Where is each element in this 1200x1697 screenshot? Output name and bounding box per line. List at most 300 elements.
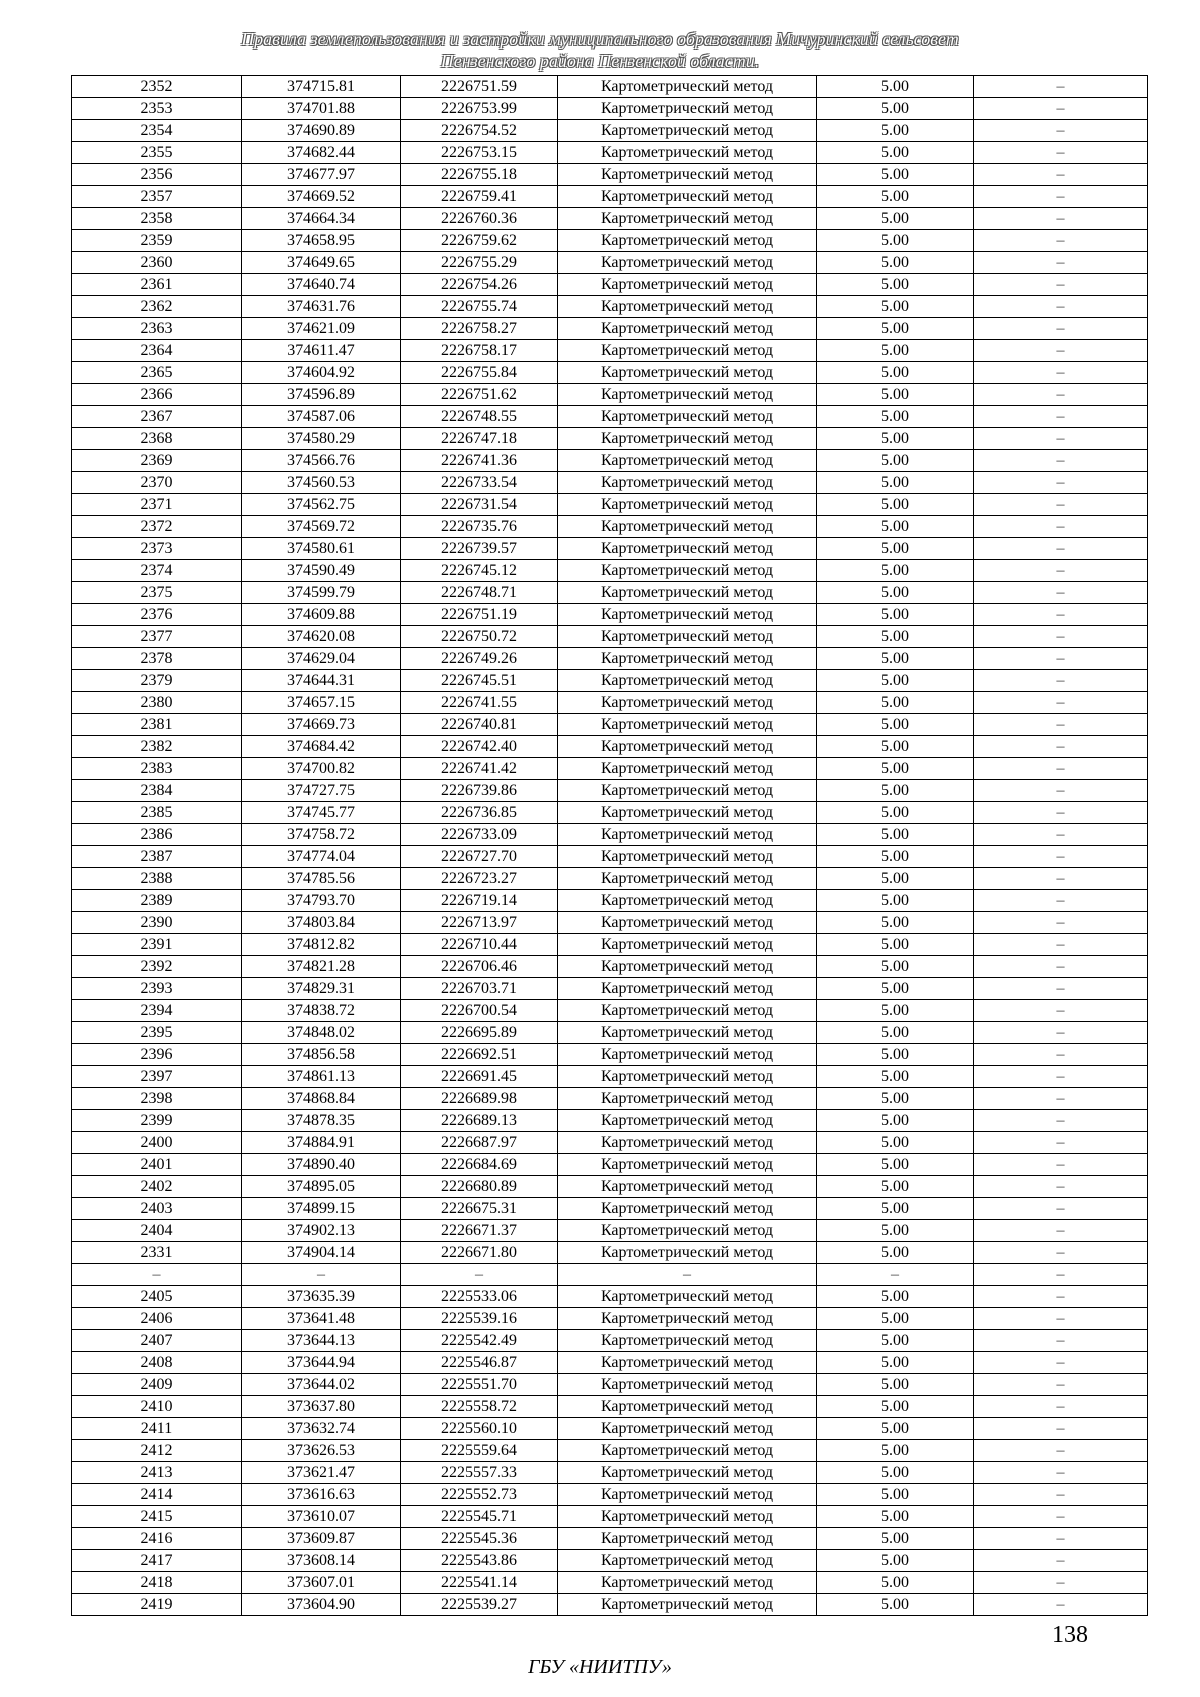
y-coordinate-cell: 2226687.97 bbox=[401, 1132, 558, 1154]
x-coordinate-cell: 374669.73 bbox=[242, 714, 401, 736]
accuracy-cell: 5.00 bbox=[817, 582, 974, 604]
y-coordinate-cell: 2226735.76 bbox=[401, 516, 558, 538]
note-cell: – bbox=[974, 626, 1148, 648]
x-coordinate-cell: 374895.05 bbox=[242, 1176, 401, 1198]
table-row bbox=[72, 164, 1148, 186]
x-coordinate-cell: 374868.84 bbox=[242, 1088, 401, 1110]
method-cell: Картометрический метод bbox=[558, 1242, 817, 1264]
x-coordinate-cell: 373616.63 bbox=[242, 1484, 401, 1506]
accuracy-cell: 5.00 bbox=[817, 1572, 974, 1594]
note-cell: – bbox=[974, 1242, 1148, 1264]
point-number-cell: 2394 bbox=[72, 1000, 242, 1022]
x-coordinate-cell: 374644.31 bbox=[242, 670, 401, 692]
note-cell: – bbox=[974, 450, 1148, 472]
method-cell: Картометрический метод bbox=[558, 142, 817, 164]
method-cell: Картометрический метод bbox=[558, 472, 817, 494]
y-coordinate-cell: 2226675.31 bbox=[401, 1198, 558, 1220]
coordinates-table bbox=[71, 75, 1148, 1616]
x-coordinate-cell: 374890.40 bbox=[242, 1154, 401, 1176]
y-coordinate-cell: 2226713.97 bbox=[401, 912, 558, 934]
y-coordinate-cell: 2226753.15 bbox=[401, 142, 558, 164]
x-coordinate-cell: 374745.77 bbox=[242, 802, 401, 824]
method-cell: Картометрический метод bbox=[558, 890, 817, 912]
table-row bbox=[72, 1374, 1148, 1396]
note-cell: – bbox=[974, 912, 1148, 934]
accuracy-cell: 5.00 bbox=[817, 186, 974, 208]
table-row bbox=[72, 1110, 1148, 1132]
y-coordinate-cell: 2226751.59 bbox=[401, 76, 558, 98]
accuracy-cell: 5.00 bbox=[817, 120, 974, 142]
y-coordinate-cell: 2225541.14 bbox=[401, 1572, 558, 1594]
y-coordinate-cell: 2226706.46 bbox=[401, 956, 558, 978]
point-number-cell: 2391 bbox=[72, 934, 242, 956]
y-coordinate-cell: 2226755.74 bbox=[401, 296, 558, 318]
y-coordinate-cell: 2226740.81 bbox=[401, 714, 558, 736]
table-row bbox=[72, 1066, 1148, 1088]
y-coordinate-cell: 2225533.06 bbox=[401, 1286, 558, 1308]
point-number-cell: 2414 bbox=[72, 1484, 242, 1506]
table-row bbox=[72, 934, 1148, 956]
method-cell: Картометрический метод bbox=[558, 340, 817, 362]
table-row bbox=[72, 758, 1148, 780]
y-coordinate-cell: 2225545.71 bbox=[401, 1506, 558, 1528]
accuracy-cell: 5.00 bbox=[817, 516, 974, 538]
point-number-cell: 2419 bbox=[72, 1594, 242, 1616]
note-cell: – bbox=[974, 714, 1148, 736]
accuracy-cell: 5.00 bbox=[817, 252, 974, 274]
note-cell: – bbox=[974, 1418, 1148, 1440]
point-number-cell: 2413 bbox=[72, 1462, 242, 1484]
point-number-cell: 2382 bbox=[72, 736, 242, 758]
page-number: 138 bbox=[1052, 1622, 1088, 1648]
note-cell: – bbox=[974, 538, 1148, 560]
method-cell: Картометрический метод bbox=[558, 1198, 817, 1220]
y-coordinate-cell: 2225539.16 bbox=[401, 1308, 558, 1330]
method-cell: Картометрический метод bbox=[558, 384, 817, 406]
method-cell: Картометрический метод bbox=[558, 604, 817, 626]
x-coordinate-cell: 374715.81 bbox=[242, 76, 401, 98]
method-cell: Картометрический метод bbox=[558, 1418, 817, 1440]
method-cell: Картометрический метод bbox=[558, 1176, 817, 1198]
method-cell: Картометрический метод bbox=[558, 1286, 817, 1308]
method-cell: Картометрический метод bbox=[558, 1000, 817, 1022]
table-row bbox=[72, 1176, 1148, 1198]
method-cell: Картометрический метод bbox=[558, 98, 817, 120]
table-row bbox=[72, 252, 1148, 274]
point-number-cell: 2362 bbox=[72, 296, 242, 318]
point-number-cell: 2354 bbox=[72, 120, 242, 142]
accuracy-cell: 5.00 bbox=[817, 978, 974, 1000]
note-cell: – bbox=[974, 868, 1148, 890]
y-coordinate-cell: 2226751.62 bbox=[401, 384, 558, 406]
method-cell: Картометрический метод bbox=[558, 230, 817, 252]
method-cell: Картометрический метод bbox=[558, 1308, 817, 1330]
note-cell: – bbox=[974, 186, 1148, 208]
point-number-cell: 2379 bbox=[72, 670, 242, 692]
note-cell: – bbox=[974, 934, 1148, 956]
note-cell: – bbox=[974, 274, 1148, 296]
accuracy-cell: 5.00 bbox=[817, 648, 974, 670]
y-coordinate-cell: 2226742.40 bbox=[401, 736, 558, 758]
table-row bbox=[72, 296, 1148, 318]
note-cell: – bbox=[974, 956, 1148, 978]
table-row bbox=[72, 472, 1148, 494]
accuracy-cell: 5.00 bbox=[817, 450, 974, 472]
y-coordinate-cell: 2225557.33 bbox=[401, 1462, 558, 1484]
note-cell: – bbox=[974, 406, 1148, 428]
method-cell: Картометрический метод bbox=[558, 1066, 817, 1088]
note-cell: – bbox=[974, 1352, 1148, 1374]
point-number-cell: 2331 bbox=[72, 1242, 242, 1264]
table-row bbox=[72, 582, 1148, 604]
table-row bbox=[72, 626, 1148, 648]
x-coordinate-cell: – bbox=[242, 1264, 401, 1286]
method-cell: Картометрический метод bbox=[558, 1528, 817, 1550]
method-cell: Картометрический метод bbox=[558, 296, 817, 318]
point-number-cell: 2374 bbox=[72, 560, 242, 582]
x-coordinate-cell: 373641.48 bbox=[242, 1308, 401, 1330]
note-cell: – bbox=[974, 340, 1148, 362]
method-cell: Картометрический метод bbox=[558, 1594, 817, 1616]
point-number-cell: 2398 bbox=[72, 1088, 242, 1110]
accuracy-cell: 5.00 bbox=[817, 1286, 974, 1308]
note-cell: – bbox=[974, 120, 1148, 142]
table-row bbox=[72, 1396, 1148, 1418]
y-coordinate-cell: 2226703.71 bbox=[401, 978, 558, 1000]
x-coordinate-cell: 374856.58 bbox=[242, 1044, 401, 1066]
x-coordinate-cell: 374596.89 bbox=[242, 384, 401, 406]
method-cell: Картометрический метод bbox=[558, 670, 817, 692]
point-number-cell: 2365 bbox=[72, 362, 242, 384]
accuracy-cell: 5.00 bbox=[817, 318, 974, 340]
point-number-cell: – bbox=[72, 1264, 242, 1286]
accuracy-cell: 5.00 bbox=[817, 1594, 974, 1616]
table-row bbox=[72, 1572, 1148, 1594]
method-cell: Картометрический метод bbox=[558, 516, 817, 538]
method-cell: Картометрический метод bbox=[558, 406, 817, 428]
point-number-cell: 2390 bbox=[72, 912, 242, 934]
point-number-cell: 2405 bbox=[72, 1286, 242, 1308]
accuracy-cell: 5.00 bbox=[817, 1154, 974, 1176]
accuracy-cell: 5.00 bbox=[817, 1506, 974, 1528]
accuracy-cell: 5.00 bbox=[817, 362, 974, 384]
x-coordinate-cell: 374657.15 bbox=[242, 692, 401, 714]
accuracy-cell: 5.00 bbox=[817, 560, 974, 582]
note-cell: – bbox=[974, 230, 1148, 252]
point-number-cell: 2368 bbox=[72, 428, 242, 450]
note-cell: – bbox=[974, 1066, 1148, 1088]
method-cell: Картометрический метод bbox=[558, 76, 817, 98]
table-row bbox=[72, 978, 1148, 1000]
x-coordinate-cell: 374580.29 bbox=[242, 428, 401, 450]
point-number-cell: 2355 bbox=[72, 142, 242, 164]
method-cell: Картометрический метод bbox=[558, 824, 817, 846]
x-coordinate-cell: 374838.72 bbox=[242, 1000, 401, 1022]
table-row bbox=[72, 1418, 1148, 1440]
y-coordinate-cell: 2226689.13 bbox=[401, 1110, 558, 1132]
note-cell: – bbox=[974, 98, 1148, 120]
table-row bbox=[72, 1220, 1148, 1242]
note-cell: – bbox=[974, 1330, 1148, 1352]
x-coordinate-cell: 374700.82 bbox=[242, 758, 401, 780]
x-coordinate-cell: 374727.75 bbox=[242, 780, 401, 802]
x-coordinate-cell: 374587.06 bbox=[242, 406, 401, 428]
x-coordinate-cell: 374640.74 bbox=[242, 274, 401, 296]
table-row bbox=[72, 802, 1148, 824]
accuracy-cell: 5.00 bbox=[817, 758, 974, 780]
x-coordinate-cell: 374848.02 bbox=[242, 1022, 401, 1044]
accuracy-cell: 5.00 bbox=[817, 868, 974, 890]
table-row bbox=[72, 1528, 1148, 1550]
x-coordinate-cell: 374562.75 bbox=[242, 494, 401, 516]
point-number-cell: 2360 bbox=[72, 252, 242, 274]
method-cell: Картометрический метод bbox=[558, 450, 817, 472]
note-cell: – bbox=[974, 1506, 1148, 1528]
accuracy-cell: 5.00 bbox=[817, 98, 974, 120]
note-cell: – bbox=[974, 208, 1148, 230]
point-number-cell: 2416 bbox=[72, 1528, 242, 1550]
y-coordinate-cell: 2226731.54 bbox=[401, 494, 558, 516]
accuracy-cell: 5.00 bbox=[817, 164, 974, 186]
table-row bbox=[72, 362, 1148, 384]
x-coordinate-cell: 374664.34 bbox=[242, 208, 401, 230]
note-cell: – bbox=[974, 384, 1148, 406]
point-number-cell: 2383 bbox=[72, 758, 242, 780]
table-row bbox=[72, 1484, 1148, 1506]
point-number-cell: 2352 bbox=[72, 76, 242, 98]
method-cell: Картометрический метод bbox=[558, 1352, 817, 1374]
point-number-cell: 2358 bbox=[72, 208, 242, 230]
table-row bbox=[72, 1330, 1148, 1352]
table-row bbox=[72, 890, 1148, 912]
note-cell: – bbox=[974, 670, 1148, 692]
note-cell: – bbox=[974, 758, 1148, 780]
y-coordinate-cell: 2225551.70 bbox=[401, 1374, 558, 1396]
point-number-cell: 2397 bbox=[72, 1066, 242, 1088]
point-number-cell: 2369 bbox=[72, 450, 242, 472]
y-coordinate-cell: 2226727.70 bbox=[401, 846, 558, 868]
point-number-cell: 2389 bbox=[72, 890, 242, 912]
y-coordinate-cell: 2225552.73 bbox=[401, 1484, 558, 1506]
x-coordinate-cell: 373644.02 bbox=[242, 1374, 401, 1396]
y-coordinate-cell: 2225546.87 bbox=[401, 1352, 558, 1374]
point-number-cell: 2353 bbox=[72, 98, 242, 120]
point-number-cell: 2401 bbox=[72, 1154, 242, 1176]
accuracy-cell: 5.00 bbox=[817, 230, 974, 252]
note-cell: – bbox=[974, 978, 1148, 1000]
accuracy-cell: 5.00 bbox=[817, 846, 974, 868]
table-row bbox=[72, 648, 1148, 670]
accuracy-cell: 5.00 bbox=[817, 1176, 974, 1198]
method-cell: Картометрический метод bbox=[558, 758, 817, 780]
method-cell: Картометрический метод bbox=[558, 692, 817, 714]
point-number-cell: 2363 bbox=[72, 318, 242, 340]
y-coordinate-cell: 2226748.71 bbox=[401, 582, 558, 604]
table-row bbox=[72, 824, 1148, 846]
x-coordinate-cell: 374658.95 bbox=[242, 230, 401, 252]
note-cell: – bbox=[974, 296, 1148, 318]
x-coordinate-cell: 373637.80 bbox=[242, 1396, 401, 1418]
point-number-cell: 2359 bbox=[72, 230, 242, 252]
note-cell: – bbox=[974, 362, 1148, 384]
y-coordinate-cell: 2225545.36 bbox=[401, 1528, 558, 1550]
accuracy-cell: 5.00 bbox=[817, 714, 974, 736]
accuracy-cell: 5.00 bbox=[817, 912, 974, 934]
method-cell: Картометрический метод bbox=[558, 978, 817, 1000]
accuracy-cell: 5.00 bbox=[817, 1352, 974, 1374]
note-cell: – bbox=[974, 824, 1148, 846]
note-cell: – bbox=[974, 1022, 1148, 1044]
x-coordinate-cell: 374611.47 bbox=[242, 340, 401, 362]
point-number-cell: 2415 bbox=[72, 1506, 242, 1528]
y-coordinate-cell: 2225542.49 bbox=[401, 1330, 558, 1352]
accuracy-cell: 5.00 bbox=[817, 274, 974, 296]
point-number-cell: 2396 bbox=[72, 1044, 242, 1066]
table-row bbox=[72, 450, 1148, 472]
point-number-cell: 2400 bbox=[72, 1132, 242, 1154]
accuracy-cell: 5.00 bbox=[817, 142, 974, 164]
accuracy-cell: 5.00 bbox=[817, 802, 974, 824]
x-coordinate-cell: 374580.61 bbox=[242, 538, 401, 560]
note-cell: – bbox=[974, 1308, 1148, 1330]
table-row bbox=[72, 340, 1148, 362]
coordinates-table-body bbox=[72, 76, 1148, 1616]
y-coordinate-cell: 2226723.27 bbox=[401, 868, 558, 890]
note-cell: – bbox=[974, 1154, 1148, 1176]
x-coordinate-cell: 374604.92 bbox=[242, 362, 401, 384]
table-row bbox=[72, 1286, 1148, 1308]
method-cell: Картометрический метод bbox=[558, 186, 817, 208]
table-row bbox=[72, 1088, 1148, 1110]
x-coordinate-cell: 373607.01 bbox=[242, 1572, 401, 1594]
table-row bbox=[72, 868, 1148, 890]
note-cell: – bbox=[974, 1044, 1148, 1066]
method-cell: Картометрический метод bbox=[558, 780, 817, 802]
y-coordinate-cell: 2226755.29 bbox=[401, 252, 558, 274]
x-coordinate-cell: 374829.31 bbox=[242, 978, 401, 1000]
table-row bbox=[72, 1506, 1148, 1528]
point-number-cell: 2375 bbox=[72, 582, 242, 604]
y-coordinate-cell: 2226758.27 bbox=[401, 318, 558, 340]
method-cell: Картометрический метод bbox=[558, 560, 817, 582]
accuracy-cell: 5.00 bbox=[817, 406, 974, 428]
point-number-cell: 2417 bbox=[72, 1550, 242, 1572]
y-coordinate-cell: 2226760.36 bbox=[401, 208, 558, 230]
table-row bbox=[72, 1044, 1148, 1066]
x-coordinate-cell: 374649.65 bbox=[242, 252, 401, 274]
accuracy-cell: 5.00 bbox=[817, 824, 974, 846]
method-cell: Картометрический метод bbox=[558, 934, 817, 956]
method-cell: Картометрический метод bbox=[558, 428, 817, 450]
point-number-cell: 2378 bbox=[72, 648, 242, 670]
method-cell: Картометрический метод bbox=[558, 802, 817, 824]
y-coordinate-cell: 2226750.72 bbox=[401, 626, 558, 648]
point-number-cell: 2366 bbox=[72, 384, 242, 406]
x-coordinate-cell: 373604.90 bbox=[242, 1594, 401, 1616]
y-coordinate-cell: 2226745.51 bbox=[401, 670, 558, 692]
accuracy-cell: 5.00 bbox=[817, 604, 974, 626]
x-coordinate-cell: 374631.76 bbox=[242, 296, 401, 318]
method-cell: Картометрический метод bbox=[558, 626, 817, 648]
y-coordinate-cell: 2226671.37 bbox=[401, 1220, 558, 1242]
x-coordinate-cell: 374599.79 bbox=[242, 582, 401, 604]
accuracy-cell: 5.00 bbox=[817, 1396, 974, 1418]
x-coordinate-cell: 374566.76 bbox=[242, 450, 401, 472]
x-coordinate-cell: 374569.72 bbox=[242, 516, 401, 538]
accuracy-cell: 5.00 bbox=[817, 428, 974, 450]
table-row bbox=[72, 1022, 1148, 1044]
x-coordinate-cell: 374774.04 bbox=[242, 846, 401, 868]
note-cell: – bbox=[974, 252, 1148, 274]
point-number-cell: 2377 bbox=[72, 626, 242, 648]
table-row bbox=[72, 736, 1148, 758]
x-coordinate-cell: 374701.88 bbox=[242, 98, 401, 120]
y-coordinate-cell: 2226755.84 bbox=[401, 362, 558, 384]
y-coordinate-cell: 2226710.44 bbox=[401, 934, 558, 956]
accuracy-cell: 5.00 bbox=[817, 1462, 974, 1484]
method-cell: – bbox=[558, 1264, 817, 1286]
accuracy-cell: 5.00 bbox=[817, 692, 974, 714]
y-coordinate-cell: 2226749.26 bbox=[401, 648, 558, 670]
method-cell: Картометрический метод bbox=[558, 164, 817, 186]
note-cell: – bbox=[974, 1572, 1148, 1594]
note-cell: – bbox=[974, 560, 1148, 582]
note-cell: – bbox=[974, 142, 1148, 164]
y-coordinate-cell: 2226739.86 bbox=[401, 780, 558, 802]
y-coordinate-cell: 2225543.86 bbox=[401, 1550, 558, 1572]
accuracy-cell: 5.00 bbox=[817, 494, 974, 516]
y-coordinate-cell: 2226739.57 bbox=[401, 538, 558, 560]
method-cell: Картометрический метод bbox=[558, 1132, 817, 1154]
x-coordinate-cell: 374621.09 bbox=[242, 318, 401, 340]
accuracy-cell: – bbox=[817, 1264, 974, 1286]
y-coordinate-cell: 2226748.55 bbox=[401, 406, 558, 428]
x-coordinate-cell: 374629.04 bbox=[242, 648, 401, 670]
x-coordinate-cell: 374669.52 bbox=[242, 186, 401, 208]
y-coordinate-cell: 2226733.09 bbox=[401, 824, 558, 846]
y-coordinate-cell: 2226741.55 bbox=[401, 692, 558, 714]
note-cell: – bbox=[974, 1528, 1148, 1550]
method-cell: Картометрический метод bbox=[558, 538, 817, 560]
x-coordinate-cell: 374904.14 bbox=[242, 1242, 401, 1264]
x-coordinate-cell: 374620.08 bbox=[242, 626, 401, 648]
x-coordinate-cell: 374861.13 bbox=[242, 1066, 401, 1088]
header-line-1: Правила землепользования и застройки муниципального образования Мичуринский сельсовет bbox=[241, 29, 959, 49]
x-coordinate-cell: 374793.70 bbox=[242, 890, 401, 912]
x-coordinate-cell: 374878.35 bbox=[242, 1110, 401, 1132]
point-number-cell: 2384 bbox=[72, 780, 242, 802]
x-coordinate-cell: 374899.15 bbox=[242, 1198, 401, 1220]
table-row bbox=[72, 1242, 1148, 1264]
note-cell: – bbox=[974, 516, 1148, 538]
note-cell: – bbox=[974, 846, 1148, 868]
accuracy-cell: 5.00 bbox=[817, 1374, 974, 1396]
table-row bbox=[72, 714, 1148, 736]
point-number-cell: 2411 bbox=[72, 1418, 242, 1440]
y-coordinate-cell: 2225560.10 bbox=[401, 1418, 558, 1440]
document-header bbox=[0, 28, 1200, 72]
note-cell: – bbox=[974, 802, 1148, 824]
x-coordinate-cell: 374560.53 bbox=[242, 472, 401, 494]
point-number-cell: 2385 bbox=[72, 802, 242, 824]
x-coordinate-cell: 373644.13 bbox=[242, 1330, 401, 1352]
note-cell: – bbox=[974, 472, 1148, 494]
x-coordinate-cell: 373608.14 bbox=[242, 1550, 401, 1572]
table-row bbox=[72, 1198, 1148, 1220]
y-coordinate-cell: 2226719.14 bbox=[401, 890, 558, 912]
note-cell: – bbox=[974, 164, 1148, 186]
method-cell: Картометрический метод bbox=[558, 1220, 817, 1242]
